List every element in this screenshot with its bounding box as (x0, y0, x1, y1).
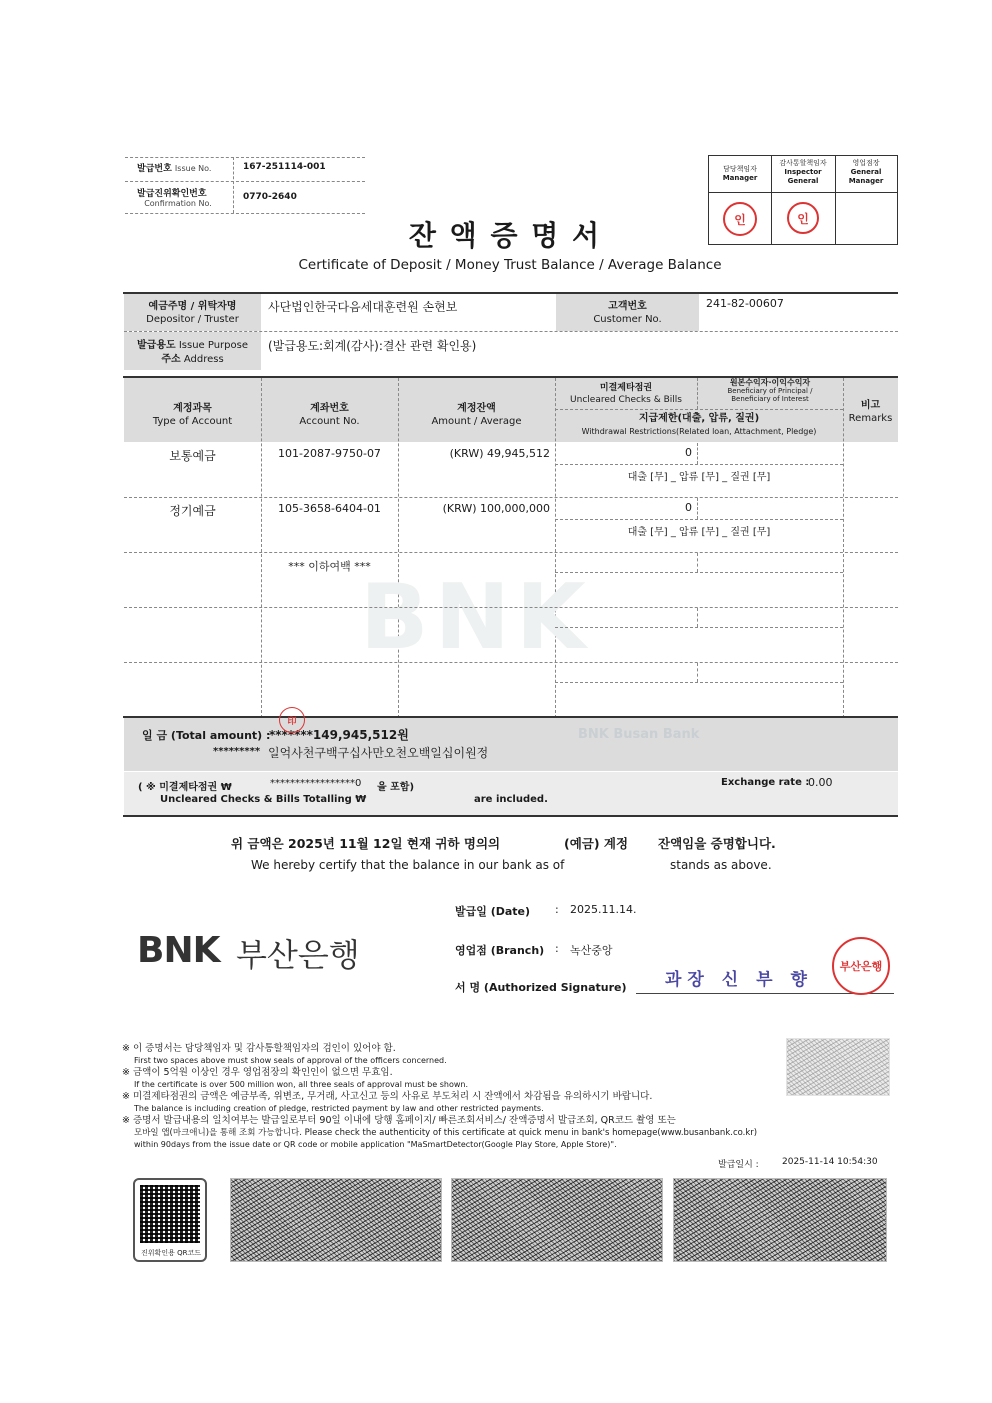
col-amount-kr: 계정잔액 (457, 403, 496, 414)
bnk-watermark: BNK (360, 565, 592, 670)
row-uncleared: 0 (685, 501, 692, 514)
qr-frame (133, 1178, 207, 1262)
note-1-kr: ※ 이 증명서는 담당책임자 및 감사통할책임자의 검인이 있어야 함. (122, 1043, 396, 1054)
branch-colon: : (555, 942, 559, 955)
approval-manager-en: Manager (722, 174, 758, 182)
row-amount: (KRW) 100,000,000 (442, 502, 550, 515)
issue-date-label: 발급일 (Date) (455, 905, 531, 918)
purpose-value: (발급용도:회계(감사):결산 관련 확인용) (268, 339, 477, 353)
issued-at-label: 발급일시 : (718, 1160, 759, 1170)
row-restrictions: 대출 [무] _ 압류 [무] _ 질권 [무] (627, 472, 771, 483)
approval-manager-kr: 담당책임자 (723, 165, 757, 173)
security-barcode-2-icon (451, 1178, 663, 1262)
depositor-label-en: Depositor / Truster (146, 314, 239, 325)
col-type-en: Type of Account (152, 416, 233, 427)
confirm-no-label: 발급진위확인번호 (137, 189, 207, 199)
qr-caption: 진위확인용 QR코드 (141, 1249, 201, 1257)
confirm-no-value: 0770-2640 (243, 192, 297, 202)
col-uncleared-en: Uncleared Checks & Bills (570, 395, 682, 405)
col-beneficiary-kr: 원본수익자·이익수익자 (729, 378, 811, 387)
exchange-rate-value: 0.00 (808, 776, 833, 789)
signature-label: 서 명 (Authorized Signature) (455, 981, 627, 994)
note-4-kr-2: 모바일 앱(마크애니)을 통해 조회 가능합니다. Please check the authenticity of this certificate at quick menu in bank's homepage(www.busanbank.co.kr) (134, 1128, 758, 1138)
col-account-en: Account No. (299, 416, 360, 427)
qr-code-icon[interactable] (140, 1185, 200, 1243)
customer-no-label-en: Customer No. (593, 314, 662, 325)
row-type: 보통예금 (169, 449, 216, 463)
notes-block (122, 1043, 782, 1151)
issue-date-value: 2025.11.14. (570, 903, 637, 916)
col-beneficiary-en1: Beneficiary of Principal / (727, 387, 813, 395)
approval-inspector-kr: 감사통할책임자 (779, 159, 827, 167)
bnk-logo-mark: BNK (137, 930, 220, 971)
confirm-no-label-en: Confirmation No. (144, 199, 212, 208)
uncleared-included-en: are included. (474, 794, 548, 805)
row-amount: (KRW) 49,945,512 (449, 447, 550, 460)
uncleared-label-kr: ( ※ 미결제타점권 ₩ (138, 782, 232, 793)
total-label: 일 금 (Total amount) : (142, 729, 271, 742)
total-words-prefix: ********* (213, 746, 261, 757)
col-remarks-en: Remarks (848, 413, 893, 424)
address-label-kr: 주소 (161, 354, 181, 365)
certify-kr-2: (예금) 계정 (564, 836, 629, 851)
certify-en-2: stands as above. (670, 858, 772, 872)
row-account: 101-2087-9750-07 (278, 447, 381, 460)
total-seal-icon: 印 (279, 707, 305, 733)
row-account: 105-3658-6404-01 (278, 502, 381, 515)
note-2-en: If the certificate is over 500 million won, all three seals of approval must be shown. (134, 1080, 469, 1089)
customer-no-label-kr: 고객번호 (608, 301, 647, 312)
address-label-en: Address (183, 354, 224, 365)
depositor-name: 사단법인한국다음세대훈련원 손현보 (268, 300, 458, 314)
col-withdrawal-en: Withdrawal Restrictions(Related loan, Attachment, Pledge) (581, 427, 817, 436)
bnk-logo-name: 부산은행 (236, 936, 360, 974)
col-type-kr: 계정과목 (173, 403, 212, 414)
uncleared-included: 을 포함) (377, 782, 415, 793)
total-amount: *******149,945,512원 (269, 728, 409, 742)
issue-no-label: 발급번호 Issue No. (137, 164, 212, 174)
note-4-kr-1: ※ 증명서 발급내용의 일치여부는 발급일로부터 90일 이내에 당행 홈페이지/ 빠른조회서비스/ 잔액증명서 발급조회, QR코드 촬영 또는 (122, 1115, 676, 1126)
certify-en-1: We hereby certify that the balance in our bank as of (251, 858, 565, 872)
table-row (124, 498, 898, 552)
security-pattern-icon (786, 1038, 890, 1096)
security-barcode-1-icon (230, 1178, 442, 1262)
col-remarks-kr: 비고 (860, 400, 881, 411)
exchange-rate-label: Exchange rate : (721, 777, 810, 788)
page-subtitle: Certificate of Deposit / Money Trust Balance / Average Balance (298, 257, 722, 273)
branch-label: 영업점 (Branch) (455, 944, 545, 957)
page-title: 잔 액 증 명 서 (408, 219, 602, 252)
col-amount-en: Amount / Average (431, 416, 522, 427)
inspector-seal: 인 (787, 202, 819, 234)
col-account-kr: 계좌번호 (310, 403, 349, 414)
col-beneficiary-en2: Beneficiary of Interest (731, 395, 809, 403)
security-barcode-3-icon (673, 1178, 887, 1262)
blank-note: *** 이하여백 *** (288, 560, 371, 573)
total-words: 일억사천구백구십사만오천오백일십이원정 (268, 746, 489, 760)
note-2-kr: ※ 금액이 5억원 이상인 경우 영업점장의 확인인이 없으면 무효임. (122, 1067, 393, 1078)
customer-no-value: 241-82-00607 (706, 297, 784, 310)
certify-kr-1: 위 금액은 2025년 11월 12일 현재 귀하 명의의 (231, 836, 501, 851)
issue-no-value: 167-251114-001 (243, 162, 326, 172)
table-row (124, 443, 898, 497)
approval-gm-en: General Manager (848, 168, 884, 185)
col-withdrawal-kr: 지급제한(대출, 압류, 질권) (638, 413, 760, 424)
uncleared-amount: *****************0 (270, 778, 362, 789)
col-uncleared-kr: 미결제타점권 (599, 383, 653, 393)
branch-value: 녹산중앙 (570, 944, 613, 957)
note-3-kr: ※ 미결제타점권의 금액은 예금부족, 위변조, 무거래, 사고신고 등의 사유로 부도처리 시 잔액에서 차감됨을 유의하시기 바랍니다. (122, 1091, 653, 1102)
note-4-en: within 90days from the issue date or QR code or mobile application "MaSmartDetector(Google Play Store, Apple Store)". (134, 1140, 617, 1149)
row-restrictions: 대출 [무] _ 압류 [무] _ 질권 [무] (627, 527, 771, 538)
row-type: 정기예금 (169, 504, 216, 518)
purpose-label-en: Issue Purpose (178, 340, 248, 351)
depositor-label-kr: 예금주명 / 위탁자명 (148, 301, 237, 312)
issue-date-colon: : (555, 903, 559, 916)
approval-gm-kr: 영업점장 (852, 159, 880, 167)
row-uncleared: 0 (685, 446, 692, 459)
purpose-label-kr: 발급용도 (137, 340, 176, 351)
manager-seal: 인 (723, 202, 757, 236)
approval-box (708, 155, 898, 245)
issued-at-value: 2025-11-14 10:54:30 (782, 1157, 878, 1167)
busan-bank-mark: BNK Busan Bank (578, 727, 700, 742)
branch-seal-icon: 부산은행 (832, 937, 890, 995)
signature-value: 과장 신 부 향 (665, 970, 813, 990)
certify-kr-3: 잔액임을 증명합니다. (658, 836, 776, 851)
approval-inspector-en: Inspector General (784, 168, 822, 185)
uncleared-label-en: Uncleared Checks & Bills Totalling ₩ (160, 794, 367, 805)
note-1-en: First two spaces above must show seals of approval of the officers concerned. (134, 1056, 447, 1065)
note-3-en: The balance is including creation of pledge, restricted payment by law and other restricted payments. (134, 1104, 544, 1113)
